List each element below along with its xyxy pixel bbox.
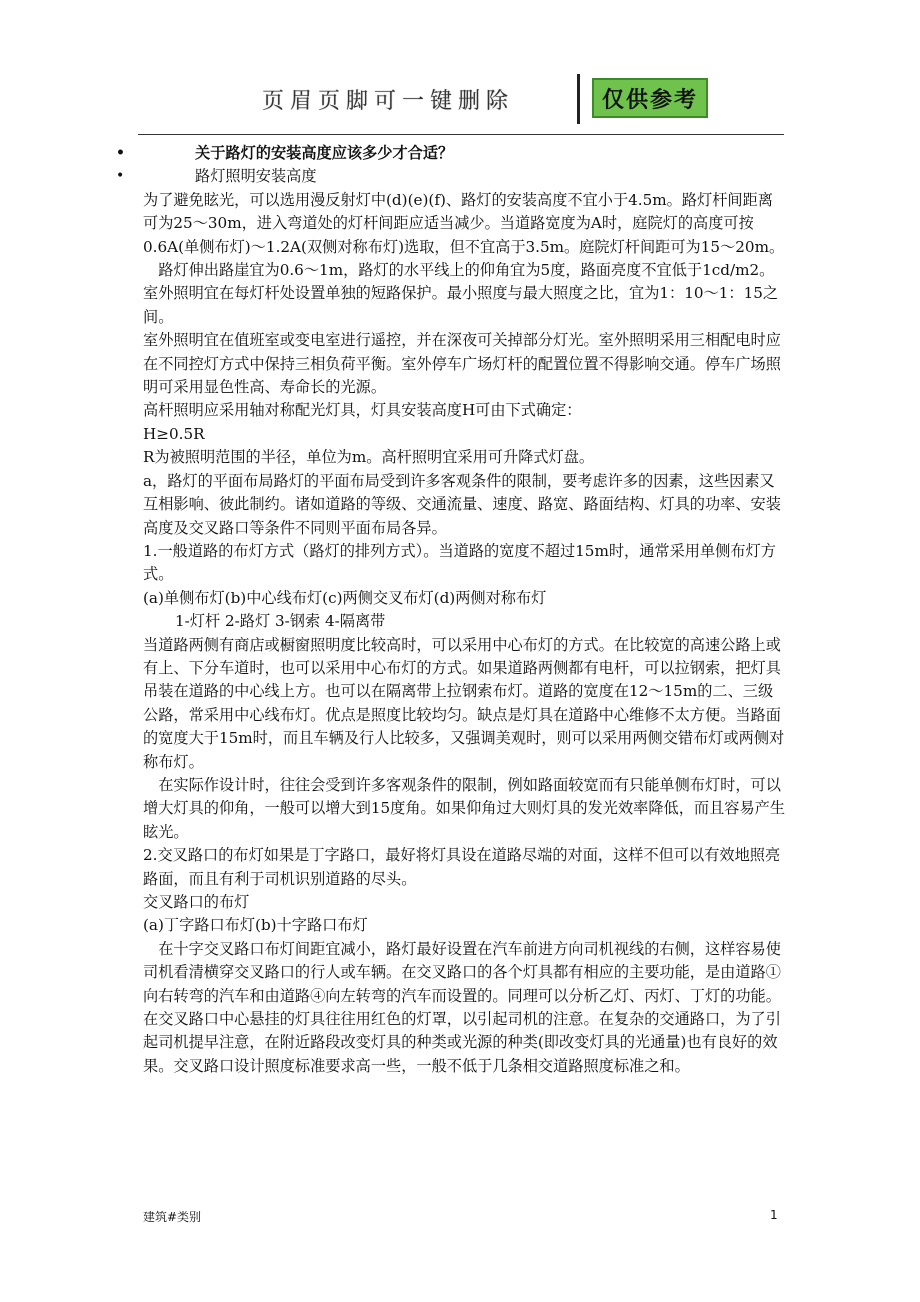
bullet-text: 路灯照明安装高度 — [195, 167, 317, 186]
paragraph: 路灯伸出路崖宜为0.6～1m，路灯的水平线上的仰角宜为5度，路面亮度不宜低于1cd/m2。室外照明宜在每灯杆处设置单独的短路保护。最小照度与最大照度之比，宜为1：10～1：15之间。 — [143, 261, 779, 326]
paragraph: 2.交叉路口的布灯如果是丁字路口，最好将灯具设在道路尽端的对面，这样不但可以有效地照亮路面，而且有利于司机识别道路的尽头。 — [143, 846, 781, 888]
paragraph: 在实际作设计时，往往会受到许多客观条件的限制，例如路面较宽而有只能单侧布灯时，可以增大灯具的仰角，一般可以增大到15度角。如果仰角过大则灯具的发光效率降低，而且容易产生眩光。 — [143, 775, 786, 841]
paragraph-list — [143, 189, 785, 1078]
paragraph: 高杆照明应采用轴对称配光灯具，灯具安装高度H可由下式确定： — [143, 401, 582, 420]
header-badge: 仅供参考 — [592, 78, 708, 118]
bullet-dot-icon: • — [116, 145, 125, 161]
header-rule — [138, 134, 784, 135]
bullet-item — [116, 142, 785, 165]
bullet-text: 关于路灯的安装高度应该多少才合适？ — [195, 144, 454, 162]
paragraph: 1.一般道路的布灯方式（路灯的排列方式）。当道路的宽度不超过15m时，通常采用单侧布灯方式。 — [143, 541, 776, 584]
paragraph: 为了避免眩光，可以选用漫反射灯中(d)(e)(f)、路灯的安装高度不宜小于4.5m。路灯杆间距离可为25～30m，进入弯道处的灯杆间距应适当减少。当道路宽度为A时，庭院灯的高度可按0.6A(单侧布灯)～1.2A(双侧对称布灯)选取，但不宜高于3.5m。庭院灯杆间距可为15～20m。 — [143, 190, 785, 256]
document-body — [116, 142, 786, 1078]
paragraph: 在交叉路口中心悬挂的灯具往往用红色的灯罩，以引起司机的注意。在复杂的交通路口，为了引起司机提早注意，在附近路段改变灯具的种类或光源的种类(即改变灯具的光通量)也有良好的效果。交叉路口设计照度标准要求高一些，一般不低于几条相交道路照度标准之和。 — [143, 1010, 781, 1075]
paragraph: a，路灯的平面布局路灯的平面布局受到许多客观条件的限制，要考虑许多的因素，这些因素又互相影响、彼此制约。诸如道路的等级、交通流量、速度、路宽、路面结构、灯具的功率、安装高度及交叉路口等条件不同则平面布局各异。 — [143, 471, 781, 537]
paragraph: R为被照明范围的半径，单位为m。高杆照明宜采用可升降式灯盘。 — [143, 448, 595, 467]
paragraph: H≥0.5R — [143, 424, 205, 443]
header-divider — [577, 74, 580, 124]
paragraph: 当道路两侧有商店或橱窗照明度比较高时，可以采用中心布灯的方式。在比较宽的高速公路上或有上、下分车道时，也可以采用中心布灯的方式。如果道路两侧都有电杆，可以拉钢索，把灯具吊装在道路的中心线上方。也可以在隔离带上拉钢索布灯。道路的宽度在12～15m的二、三级公路，常采用中心线布灯。优点是照度比较均匀。缺点是灯具在道路中心维修不太方便。当路面的宽度大于15m时，而且车辆及行人比较多，又强调美观时，则可以采用两侧交错布灯或两侧对称布灯。 — [143, 635, 785, 771]
bullet-item — [116, 165, 785, 188]
paragraph: 交叉路口的布灯 — [143, 893, 250, 911]
footer-category: 建筑#类别 — [143, 1210, 202, 1224]
paragraph: 在十字交叉路口布灯间距宜减小，路灯最好设置在汽车前进方向司机视线的右侧，这样容易使司机看清横穿交叉路口的行人或车辆。在交叉路口的各个灯具都有相应的主要功能，是由道路①向右转弯的汽车和由道路④向左转弯的汽车而设置的。同理可以分析乙灯、丙灯、丁灯的功能。 — [143, 939, 781, 1005]
paragraph: (a)丁字路口布灯(b)十字路口布灯 — [143, 916, 368, 935]
paragraph: 室外照明宜在值班室或变电室进行遥控，并在深夜可关掉部分灯光。室外照明采用三相配电时应在不同控灯方式中保持三相负荷平衡。室外停车广场灯杆的配置位置不得影响交通。停车广场照明可采用显色性高、寿命长的光源。 — [143, 331, 781, 397]
footer-page-number: 1 — [770, 1208, 778, 1222]
paragraph: 1-灯杆 2-路灯 3-钢索 4-隔离带 — [175, 612, 386, 631]
paragraph: (a)单侧布灯(b)中心线布灯(c)两侧交叉布灯(d)两侧对称布灯 — [143, 588, 547, 607]
header-banner — [262, 72, 712, 128]
header-left-text: 页眉页脚可一键删除 — [262, 89, 515, 114]
bullet-dot-icon: • — [116, 168, 125, 185]
